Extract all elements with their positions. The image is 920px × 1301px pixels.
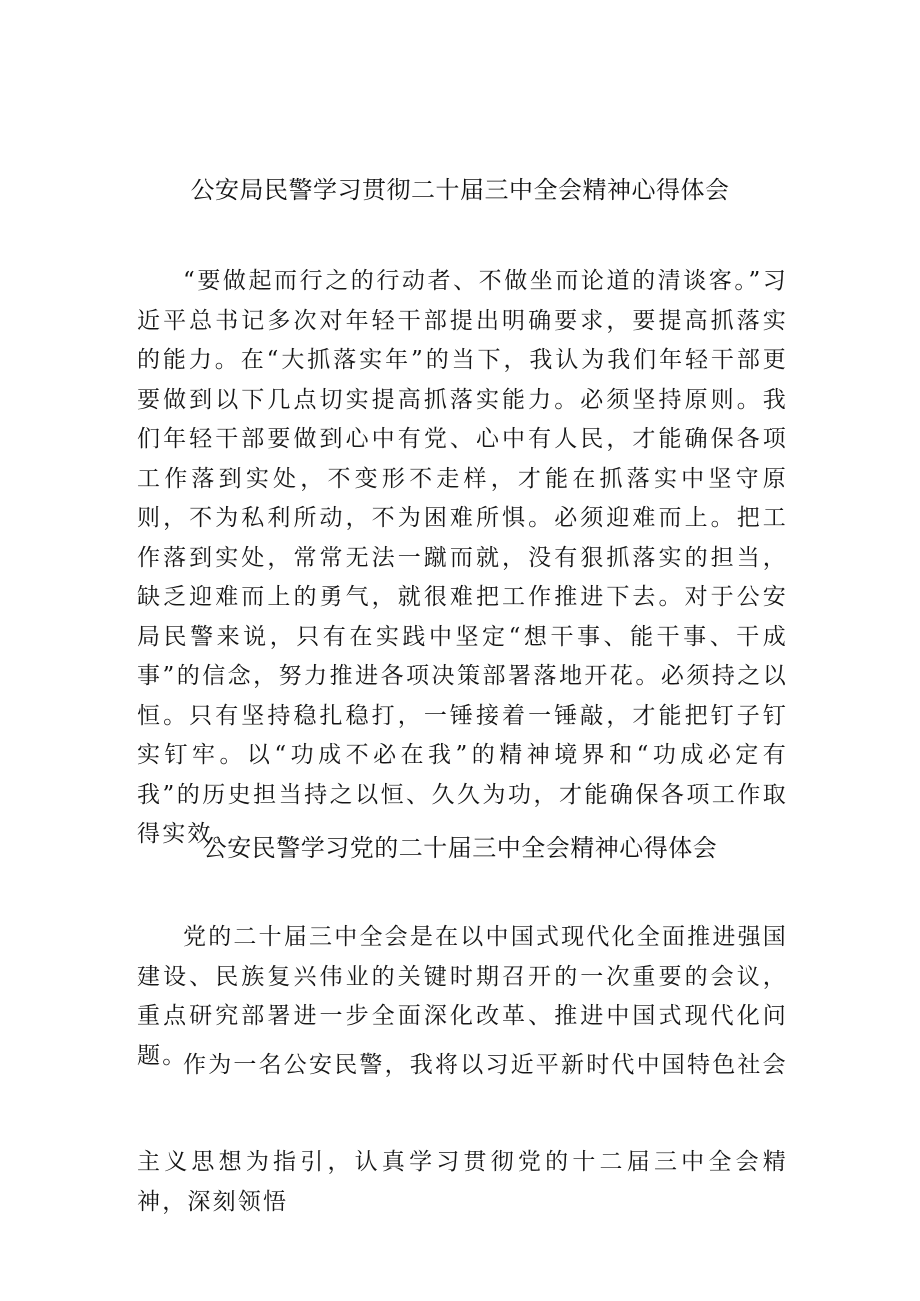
section2-paragraph-3: 主义思想为指引，认真学习贯彻党的十二届三中全会精神，深刻领悟: [137, 1149, 788, 1215]
section2-paragraph-2: 作为一名公安民警，我将以习近平新时代中国特色社会: [183, 1052, 788, 1078]
section2-title: 公安民警学习党的二十届三中全会精神心得体会: [202, 834, 718, 862]
section1-title: 公安局民警学习贯彻二十届三中全会精神心得体会: [190, 176, 730, 204]
section2-paragraph-1: 党的二十届三中全会是在以中国式现代化全面推进强国建设、民族复兴伟业的关键时期召开的一次重要的会议，重点研究部署进一步全面深化改革、推进中国式现代化问题。: [137, 924, 788, 1069]
section1-paragraph: “要做起而行之的行动者、不做坐而论道的清谈客。”习近平总书记多次对年轻干部提出明确要求，要提高抓落实的能力。在“大抓落实年”的当下，我认为我们年轻干部更要做到以下几点切实提高抓落实能力。必须坚持原则。我们年轻干部要做到心中有党、心中有人民，才能确保各项工作落到实处，不变形不走样，才能在抓落实中坚守原则，不为私利所动，不为困难所惧。必须迎难而上。把工作落到实处，常常无法一蹴而就，没有狠抓落实的担当，缺乏迎难而上的勇气，就很难把工作推进下去。对于公安局民警来说，只有在实践中坚定“想干事、能干事、干成事”的信念，努力推进各项决策部署落地开花。必须持之以恒。只有坚持稳扎稳打，一锤接着一锤敲，才能把钉子钉实钉牢。以“功成不必在我”的精神境界和“功成必定有我”的历史担当持之以恒、久久为功，才能确保各项工作取得实效。: [137, 268, 788, 847]
